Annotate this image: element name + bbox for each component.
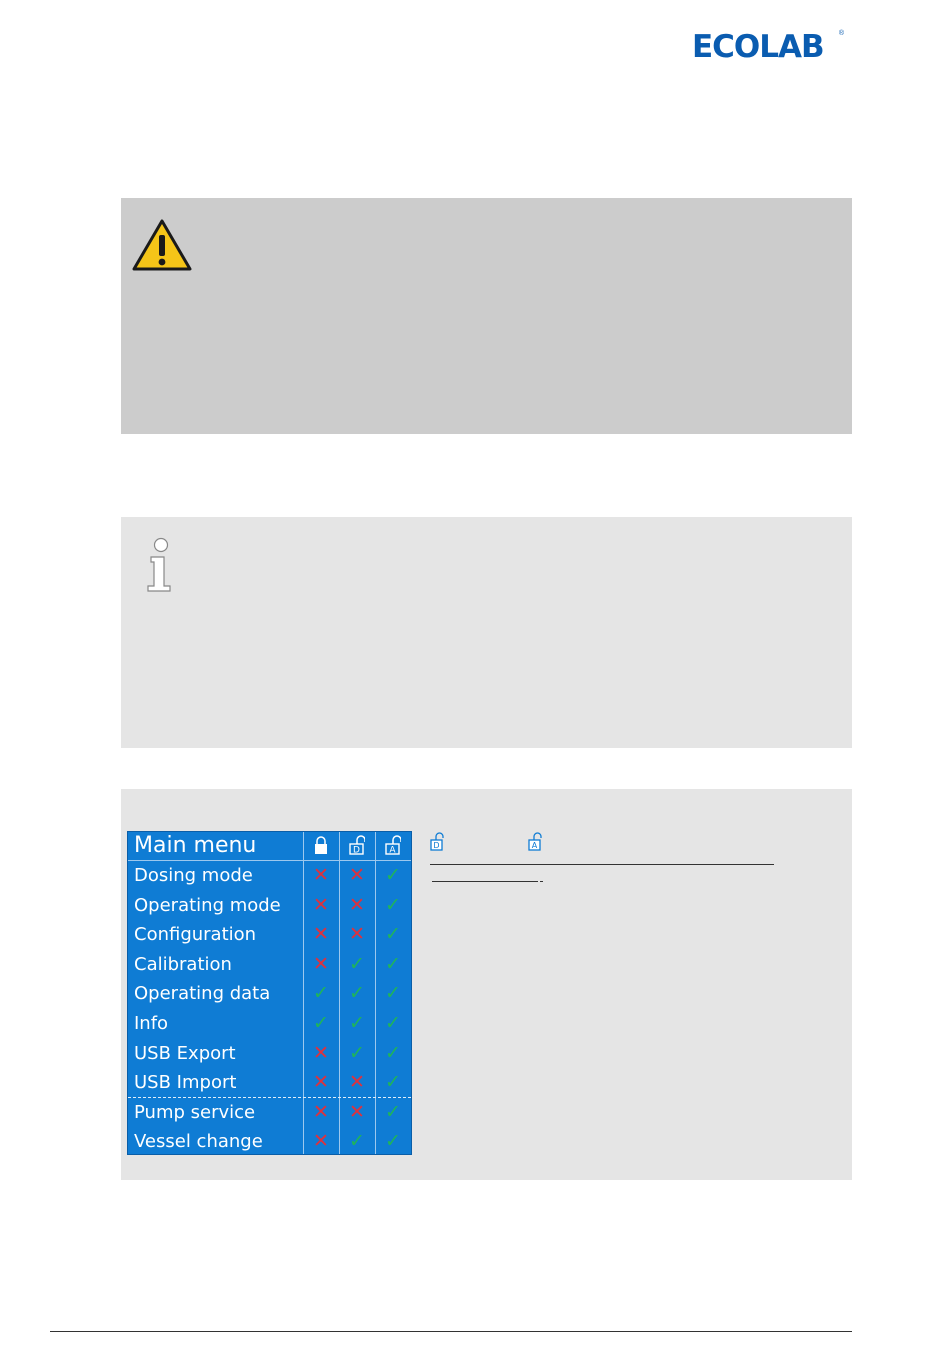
checkmark-icon: ✓ [385, 1130, 401, 1153]
menu-row-label: Calibration [134, 953, 232, 975]
menu-row [128, 891, 413, 921]
checkmark-icon: ✓ [313, 1012, 329, 1034]
menu-row [128, 1039, 413, 1069]
cross-icon: ✕ [349, 864, 365, 886]
menu-row [128, 920, 413, 950]
checkmark-icon: ✓ [385, 982, 401, 1005]
main-menu-screen [127, 831, 412, 1155]
menu-row-label: Operating data [134, 983, 271, 1005]
cross-icon: ✕ [349, 923, 365, 946]
padlock-closed-icon [313, 835, 329, 855]
logo-registered-mark: ® [838, 30, 844, 37]
checkmark-icon: ✓ [349, 1130, 365, 1153]
menu-row [128, 950, 413, 980]
lock-letter-a: A [389, 845, 396, 855]
menu-row [128, 1127, 413, 1157]
legend-letter-d: D [433, 841, 440, 851]
ecolab-logo [692, 30, 844, 64]
checkmark-icon: ✓ [313, 982, 329, 1005]
menu-row-label: Vessel change [134, 1131, 263, 1153]
checkmark-icon: ✓ [385, 952, 401, 975]
info-icon [145, 537, 177, 593]
menu-row-label: Configuration [134, 924, 257, 946]
menu-row-label: Dosing mode [134, 865, 253, 886]
checkmark-icon: ✓ [385, 1071, 401, 1094]
warning-triangle-icon [131, 218, 193, 273]
footer-rule [50, 1331, 852, 1332]
menu-row [128, 1098, 413, 1128]
cross-icon: ✕ [313, 1130, 329, 1153]
cross-icon: ✕ [313, 893, 329, 916]
checkmark-icon: ✓ [385, 1012, 401, 1034]
menu-row [128, 979, 413, 1009]
checkmark-icon: ✓ [385, 1041, 401, 1064]
warning-box [121, 198, 852, 434]
checkmark-icon: ✓ [385, 1100, 401, 1123]
checkmark-icon: ✓ [385, 864, 401, 886]
underline [540, 881, 543, 882]
underline [432, 881, 538, 882]
padlock-open-d-icon [349, 835, 365, 855]
menu-row-label: USB Export [134, 1042, 236, 1064]
cross-icon: ✕ [313, 1100, 329, 1123]
menu-row [128, 861, 413, 891]
lock-letter-d: D [353, 845, 360, 855]
checkmark-icon: ✓ [349, 1012, 365, 1034]
checkmark-icon: ✓ [349, 982, 365, 1005]
menu-row-label: Operating mode [134, 894, 281, 916]
checkmark-icon: ✓ [385, 923, 401, 946]
info-box [121, 517, 852, 748]
padlock-open-a-icon [385, 835, 401, 855]
cross-icon: ✕ [349, 1071, 365, 1094]
menu-row-label: USB Import [134, 1072, 237, 1094]
cross-icon: ✕ [313, 1071, 329, 1094]
logo-text: ECOLAB [692, 29, 824, 65]
cross-icon: ✕ [349, 1100, 365, 1123]
cross-icon: ✕ [349, 893, 365, 916]
menu-row [128, 1009, 413, 1039]
padlock-open-a-icon [528, 832, 542, 851]
cross-icon: ✕ [313, 923, 329, 946]
cross-icon: ✕ [313, 864, 329, 886]
cross-icon: ✕ [313, 1041, 329, 1064]
menu-access-box [121, 789, 852, 1180]
screen-title: Main menu [134, 833, 257, 858]
checkmark-icon: ✓ [385, 893, 401, 916]
legend-letter-a: A [531, 841, 538, 851]
checkmark-icon: ✓ [349, 1041, 365, 1064]
checkmark-icon: ✓ [349, 952, 365, 975]
menu-row [128, 1068, 413, 1098]
underline [430, 864, 774, 865]
menu-row-label: Pump service [134, 1101, 256, 1123]
menu-row-label: Info [134, 1013, 169, 1034]
padlock-open-d-icon [430, 832, 444, 851]
cross-icon: ✕ [313, 952, 329, 975]
